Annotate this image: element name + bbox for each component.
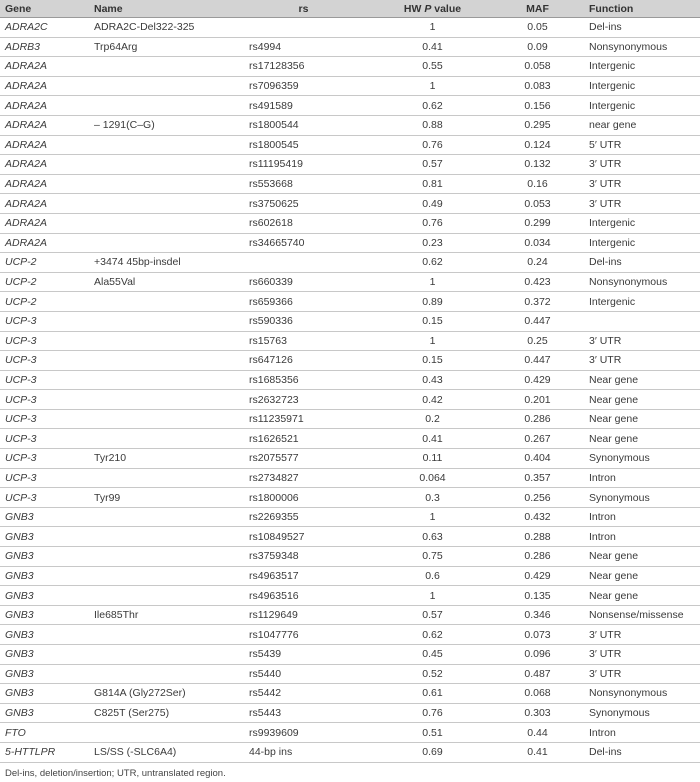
cell-fn: 3′ UTR bbox=[581, 155, 700, 175]
cell-maf: 0.447 bbox=[494, 311, 581, 331]
cell-hw: 0.55 bbox=[371, 57, 494, 77]
cell-maf: 0.447 bbox=[494, 351, 581, 371]
table-row bbox=[0, 233, 700, 253]
cell-fn: 3′ UTR bbox=[581, 331, 700, 351]
cell-maf: 0.423 bbox=[494, 272, 581, 292]
cell-rs: rs1129649 bbox=[236, 605, 371, 625]
cell-gene: UCP-2 bbox=[0, 292, 88, 312]
cell-gene: ADRB3 bbox=[0, 37, 88, 57]
table-row bbox=[0, 292, 700, 312]
cell-maf: 0.429 bbox=[494, 370, 581, 390]
cell-fn: Synonymous bbox=[581, 703, 700, 723]
cell-gene: ADRA2A bbox=[0, 233, 88, 253]
table-row bbox=[0, 351, 700, 371]
cell-name bbox=[88, 390, 236, 410]
cell-gene: UCP-3 bbox=[0, 468, 88, 488]
cell-rs: rs34665740 bbox=[236, 233, 371, 253]
cell-maf: 0.256 bbox=[494, 488, 581, 508]
cell-rs: rs10849527 bbox=[236, 527, 371, 547]
table-row bbox=[0, 586, 700, 606]
cell-maf: 0.135 bbox=[494, 586, 581, 606]
cell-name bbox=[88, 194, 236, 214]
cell-fn: Del-ins bbox=[581, 253, 700, 273]
cell-rs: rs2269355 bbox=[236, 507, 371, 527]
cell-maf: 0.09 bbox=[494, 37, 581, 57]
cell-name: – 1291(C–G) bbox=[88, 115, 236, 135]
table-row bbox=[0, 664, 700, 684]
cell-gene: ADRA2A bbox=[0, 96, 88, 116]
table-row bbox=[0, 311, 700, 331]
column-header-hw-p-value bbox=[371, 0, 494, 18]
cell-hw: 1 bbox=[371, 331, 494, 351]
column-header-gene: Gene bbox=[0, 0, 88, 18]
hw-p-italic: P bbox=[424, 2, 432, 15]
cell-hw: 0.23 bbox=[371, 233, 494, 253]
cell-name bbox=[88, 213, 236, 233]
cell-gene: FTO bbox=[0, 723, 88, 743]
cell-rs: rs4994 bbox=[236, 37, 371, 57]
cell-maf: 0.058 bbox=[494, 57, 581, 77]
cell-maf: 0.201 bbox=[494, 390, 581, 410]
cell-name bbox=[88, 566, 236, 586]
table-row bbox=[0, 468, 700, 488]
table-row bbox=[0, 194, 700, 214]
cell-fn: 3′ UTR bbox=[581, 645, 700, 665]
cell-name bbox=[88, 331, 236, 351]
cell-rs: rs5440 bbox=[236, 664, 371, 684]
cell-maf: 0.096 bbox=[494, 645, 581, 665]
cell-hw: 0.69 bbox=[371, 742, 494, 762]
table-footnote: Del-ins, deletion/insertion; UTR, untranslated region. bbox=[5, 767, 226, 779]
table-row bbox=[0, 605, 700, 625]
cell-name bbox=[88, 547, 236, 567]
cell-rs: rs4963517 bbox=[236, 566, 371, 586]
cell-fn: Intron bbox=[581, 723, 700, 743]
cell-name: LS/SS (-SLC6A4) bbox=[88, 742, 236, 762]
cell-maf: 0.068 bbox=[494, 684, 581, 704]
cell-fn: 3′ UTR bbox=[581, 664, 700, 684]
table-row bbox=[0, 488, 700, 508]
cell-hw: 0.11 bbox=[371, 449, 494, 469]
cell-fn: Near gene bbox=[581, 547, 700, 567]
cell-rs: rs15763 bbox=[236, 331, 371, 351]
cell-rs: rs491589 bbox=[236, 96, 371, 116]
cell-fn: near gene bbox=[581, 115, 700, 135]
column-header-name: Name bbox=[88, 0, 236, 18]
cell-maf: 0.372 bbox=[494, 292, 581, 312]
cell-gene: UCP-3 bbox=[0, 409, 88, 429]
cell-hw: 0.62 bbox=[371, 96, 494, 116]
cell-rs: rs5443 bbox=[236, 703, 371, 723]
cell-fn: Intergenic bbox=[581, 96, 700, 116]
table-row bbox=[0, 174, 700, 194]
cell-maf: 0.073 bbox=[494, 625, 581, 645]
cell-maf: 0.24 bbox=[494, 253, 581, 273]
cell-gene: GNB3 bbox=[0, 605, 88, 625]
table-row bbox=[0, 390, 700, 410]
cell-gene: GNB3 bbox=[0, 664, 88, 684]
cell-maf: 0.083 bbox=[494, 76, 581, 96]
cell-rs: rs1626521 bbox=[236, 429, 371, 449]
cell-rs bbox=[236, 253, 371, 273]
cell-hw: 0.62 bbox=[371, 625, 494, 645]
cell-maf: 0.432 bbox=[494, 507, 581, 527]
cell-hw: 1 bbox=[371, 18, 494, 38]
cell-fn: 3′ UTR bbox=[581, 625, 700, 645]
cell-name bbox=[88, 586, 236, 606]
cell-hw: 0.41 bbox=[371, 429, 494, 449]
cell-name bbox=[88, 409, 236, 429]
table-row bbox=[0, 253, 700, 273]
cell-name bbox=[88, 76, 236, 96]
cell-name bbox=[88, 57, 236, 77]
table-row bbox=[0, 18, 700, 38]
cell-rs: rs590336 bbox=[236, 311, 371, 331]
cell-rs: rs1800545 bbox=[236, 135, 371, 155]
cell-hw: 0.89 bbox=[371, 292, 494, 312]
cell-name bbox=[88, 351, 236, 371]
cell-gene: GNB3 bbox=[0, 507, 88, 527]
table-body bbox=[0, 18, 700, 763]
cell-gene: UCP-3 bbox=[0, 311, 88, 331]
table-row bbox=[0, 742, 700, 762]
cell-hw: 0.3 bbox=[371, 488, 494, 508]
cell-hw: 1 bbox=[371, 586, 494, 606]
cell-fn: Intergenic bbox=[581, 57, 700, 77]
cell-fn: Near gene bbox=[581, 586, 700, 606]
cell-name: Tyr99 bbox=[88, 488, 236, 508]
table-row bbox=[0, 409, 700, 429]
cell-name bbox=[88, 292, 236, 312]
cell-hw: 0.57 bbox=[371, 605, 494, 625]
table-row bbox=[0, 566, 700, 586]
cell-hw: 0.15 bbox=[371, 311, 494, 331]
cell-fn: Intergenic bbox=[581, 213, 700, 233]
cell-hw: 0.88 bbox=[371, 115, 494, 135]
cell-maf: 0.303 bbox=[494, 703, 581, 723]
cell-fn: Intergenic bbox=[581, 233, 700, 253]
cell-fn: Nonsynonymous bbox=[581, 272, 700, 292]
cell-hw: 0.63 bbox=[371, 527, 494, 547]
cell-maf: 0.132 bbox=[494, 155, 581, 175]
table-row bbox=[0, 272, 700, 292]
cell-fn: Del-ins bbox=[581, 742, 700, 762]
cell-maf: 0.44 bbox=[494, 723, 581, 743]
cell-rs: rs11235971 bbox=[236, 409, 371, 429]
cell-maf: 0.267 bbox=[494, 429, 581, 449]
cell-fn: 3′ UTR bbox=[581, 351, 700, 371]
table-row bbox=[0, 115, 700, 135]
cell-rs: rs1047776 bbox=[236, 625, 371, 645]
cell-hw: 0.52 bbox=[371, 664, 494, 684]
cell-fn: Near gene bbox=[581, 390, 700, 410]
cell-fn: Intron bbox=[581, 468, 700, 488]
cell-fn: 5′ UTR bbox=[581, 135, 700, 155]
table-header-row bbox=[0, 0, 700, 18]
cell-fn bbox=[581, 311, 700, 331]
cell-fn: Intergenic bbox=[581, 292, 700, 312]
cell-rs bbox=[236, 18, 371, 38]
cell-gene: ADRA2A bbox=[0, 57, 88, 77]
cell-name: Ala55Val bbox=[88, 272, 236, 292]
cell-fn: Del-ins bbox=[581, 18, 700, 38]
cell-hw: 0.62 bbox=[371, 253, 494, 273]
cell-fn: Synonymous bbox=[581, 449, 700, 469]
cell-fn: Intron bbox=[581, 507, 700, 527]
table-row bbox=[0, 155, 700, 175]
cell-maf: 0.487 bbox=[494, 664, 581, 684]
cell-fn: Near gene bbox=[581, 370, 700, 390]
cell-name bbox=[88, 664, 236, 684]
cell-maf: 0.156 bbox=[494, 96, 581, 116]
cell-hw: 0.76 bbox=[371, 703, 494, 723]
cell-name bbox=[88, 311, 236, 331]
cell-gene: GNB3 bbox=[0, 527, 88, 547]
table-row bbox=[0, 684, 700, 704]
table-row bbox=[0, 57, 700, 77]
cell-name: G814A (Gly272Ser) bbox=[88, 684, 236, 704]
cell-maf: 0.346 bbox=[494, 605, 581, 625]
cell-hw: 0.75 bbox=[371, 547, 494, 567]
table-row bbox=[0, 547, 700, 567]
cell-maf: 0.034 bbox=[494, 233, 581, 253]
table-row bbox=[0, 723, 700, 743]
cell-rs: rs11195419 bbox=[236, 155, 371, 175]
table-row bbox=[0, 625, 700, 645]
cell-gene: ADRA2A bbox=[0, 155, 88, 175]
cell-rs: rs5439 bbox=[236, 645, 371, 665]
cell-gene: UCP-3 bbox=[0, 449, 88, 469]
table-row bbox=[0, 645, 700, 665]
cell-gene: UCP-3 bbox=[0, 331, 88, 351]
cell-name bbox=[88, 723, 236, 743]
cell-gene: ADRA2A bbox=[0, 194, 88, 214]
cell-hw: 0.57 bbox=[371, 155, 494, 175]
cell-gene: UCP-2 bbox=[0, 272, 88, 292]
column-header-function: Function bbox=[581, 0, 700, 18]
cell-rs: rs4963516 bbox=[236, 586, 371, 606]
cell-hw: 1 bbox=[371, 507, 494, 527]
cell-gene: ADRA2A bbox=[0, 174, 88, 194]
cell-gene: UCP-2 bbox=[0, 253, 88, 273]
cell-hw: 0.43 bbox=[371, 370, 494, 390]
table-row bbox=[0, 370, 700, 390]
cell-fn: 3′ UTR bbox=[581, 194, 700, 214]
cell-fn: Nonsynonymous bbox=[581, 684, 700, 704]
table-row bbox=[0, 527, 700, 547]
hw-prefix: HW bbox=[403, 2, 425, 15]
cell-maf: 0.288 bbox=[494, 527, 581, 547]
cell-gene: ADRA2A bbox=[0, 115, 88, 135]
cell-maf: 0.053 bbox=[494, 194, 581, 214]
cell-rs: rs2632723 bbox=[236, 390, 371, 410]
cell-maf: 0.05 bbox=[494, 18, 581, 38]
cell-gene: UCP-3 bbox=[0, 351, 88, 371]
cell-name bbox=[88, 645, 236, 665]
cell-maf: 0.124 bbox=[494, 135, 581, 155]
cell-hw: 0.6 bbox=[371, 566, 494, 586]
cell-hw: 0.41 bbox=[371, 37, 494, 57]
cell-rs: 44-bp ins bbox=[236, 742, 371, 762]
cell-maf: 0.295 bbox=[494, 115, 581, 135]
cell-name bbox=[88, 96, 236, 116]
cell-name: Trp64Arg bbox=[88, 37, 236, 57]
cell-gene: GNB3 bbox=[0, 684, 88, 704]
cell-hw: 0.76 bbox=[371, 135, 494, 155]
cell-rs: rs7096359 bbox=[236, 76, 371, 96]
cell-fn: Intergenic bbox=[581, 76, 700, 96]
cell-fn: Intron bbox=[581, 527, 700, 547]
table-row bbox=[0, 449, 700, 469]
cell-gene: ADRA2C bbox=[0, 18, 88, 38]
cell-name bbox=[88, 468, 236, 488]
cell-hw: 0.61 bbox=[371, 684, 494, 704]
table-row bbox=[0, 429, 700, 449]
table-row bbox=[0, 135, 700, 155]
cell-rs: rs553668 bbox=[236, 174, 371, 194]
cell-hw: 0.42 bbox=[371, 390, 494, 410]
cell-gene: GNB3 bbox=[0, 547, 88, 567]
cell-gene: GNB3 bbox=[0, 566, 88, 586]
cell-name bbox=[88, 625, 236, 645]
cell-name: C825T (Ser275) bbox=[88, 703, 236, 723]
cell-fn: Nonsynonymous bbox=[581, 37, 700, 57]
cell-rs: rs9939609 bbox=[236, 723, 371, 743]
cell-maf: 0.286 bbox=[494, 547, 581, 567]
cell-maf: 0.299 bbox=[494, 213, 581, 233]
cell-hw: 0.45 bbox=[371, 645, 494, 665]
cell-gene: UCP-3 bbox=[0, 429, 88, 449]
cell-rs: rs3759348 bbox=[236, 547, 371, 567]
cell-name: Ile685Thr bbox=[88, 605, 236, 625]
cell-rs: rs1800544 bbox=[236, 115, 371, 135]
cell-gene: UCP-3 bbox=[0, 370, 88, 390]
cell-name bbox=[88, 370, 236, 390]
cell-name bbox=[88, 155, 236, 175]
cell-fn: Near gene bbox=[581, 429, 700, 449]
cell-rs: rs2734827 bbox=[236, 468, 371, 488]
cell-fn: Synonymous bbox=[581, 488, 700, 508]
cell-gene: 5-HTTLPR bbox=[0, 742, 88, 762]
cell-gene: UCP-3 bbox=[0, 390, 88, 410]
table-row bbox=[0, 213, 700, 233]
cell-fn: 3′ UTR bbox=[581, 174, 700, 194]
cell-hw: 0.49 bbox=[371, 194, 494, 214]
cell-hw: 0.2 bbox=[371, 409, 494, 429]
cell-maf: 0.357 bbox=[494, 468, 581, 488]
cell-hw: 0.76 bbox=[371, 213, 494, 233]
column-header-maf: MAF bbox=[494, 0, 581, 18]
cell-gene: GNB3 bbox=[0, 703, 88, 723]
cell-hw: 1 bbox=[371, 76, 494, 96]
cell-maf: 0.429 bbox=[494, 566, 581, 586]
cell-hw: 1 bbox=[371, 272, 494, 292]
cell-rs: rs17128356 bbox=[236, 57, 371, 77]
cell-maf: 0.404 bbox=[494, 449, 581, 469]
cell-rs: rs1685356 bbox=[236, 370, 371, 390]
cell-name: Tyr210 bbox=[88, 449, 236, 469]
cell-maf: 0.41 bbox=[494, 742, 581, 762]
cell-hw: 0.81 bbox=[371, 174, 494, 194]
cell-name bbox=[88, 135, 236, 155]
cell-rs: rs1800006 bbox=[236, 488, 371, 508]
cell-rs: rs660339 bbox=[236, 272, 371, 292]
cell-gene: GNB3 bbox=[0, 625, 88, 645]
cell-gene: ADRA2A bbox=[0, 76, 88, 96]
cell-rs: rs602618 bbox=[236, 213, 371, 233]
cell-name bbox=[88, 527, 236, 547]
cell-name bbox=[88, 429, 236, 449]
table-row bbox=[0, 507, 700, 527]
cell-name: +3474 45bp-insdel bbox=[88, 253, 236, 273]
table-row bbox=[0, 703, 700, 723]
cell-fn: Near gene bbox=[581, 409, 700, 429]
cell-rs: rs3750625 bbox=[236, 194, 371, 214]
cell-gene: ADRA2A bbox=[0, 135, 88, 155]
cell-rs: rs647126 bbox=[236, 351, 371, 371]
cell-hw: 0.15 bbox=[371, 351, 494, 371]
cell-name bbox=[88, 233, 236, 253]
cell-maf: 0.25 bbox=[494, 331, 581, 351]
table-row bbox=[0, 96, 700, 116]
cell-rs: rs5442 bbox=[236, 684, 371, 704]
cell-gene: GNB3 bbox=[0, 645, 88, 665]
cell-rs: rs2075577 bbox=[236, 449, 371, 469]
cell-gene: UCP-3 bbox=[0, 488, 88, 508]
cell-fn: Nonsense/missense bbox=[581, 605, 700, 625]
cell-rs: rs659366 bbox=[236, 292, 371, 312]
cell-maf: 0.16 bbox=[494, 174, 581, 194]
cell-name bbox=[88, 507, 236, 527]
hw-suffix: value bbox=[431, 2, 462, 15]
cell-name: ADRA2C-Del322-325 bbox=[88, 18, 236, 38]
table-row bbox=[0, 76, 700, 96]
cell-name bbox=[88, 174, 236, 194]
cell-maf: 0.286 bbox=[494, 409, 581, 429]
cell-gene: GNB3 bbox=[0, 586, 88, 606]
column-header-rs: rs bbox=[236, 0, 371, 18]
table-row bbox=[0, 331, 700, 351]
cell-hw: 0.064 bbox=[371, 468, 494, 488]
cell-gene: ADRA2A bbox=[0, 213, 88, 233]
cell-fn: Near gene bbox=[581, 566, 700, 586]
cell-hw: 0.51 bbox=[371, 723, 494, 743]
table-row bbox=[0, 37, 700, 57]
